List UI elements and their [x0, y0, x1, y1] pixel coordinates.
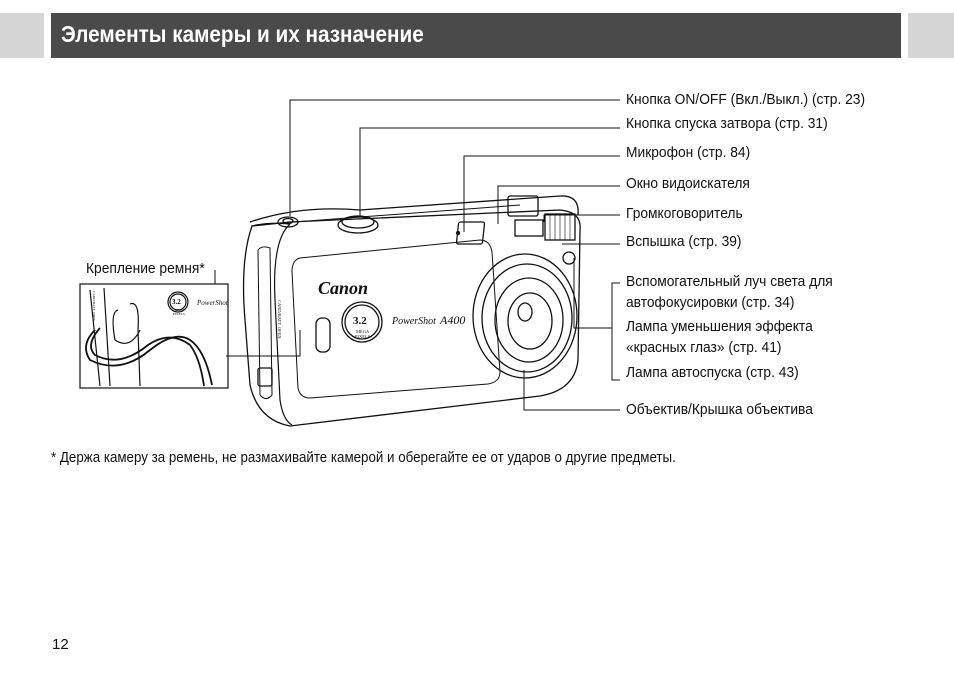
leader-strap: [226, 330, 300, 356]
inset-badge-mega: MEGA: [174, 308, 185, 312]
inset-model-series: PowerShot: [197, 299, 228, 307]
inset-badge-megapixels: 3.2: [172, 298, 181, 306]
label-af-assist-line2: автофокусировки (стр. 34): [626, 294, 795, 311]
label-strap-mount: Крепление ремня*: [86, 260, 205, 277]
canon-logo: Canon: [318, 278, 369, 298]
leader-power: [290, 100, 620, 216]
lens-shape: [473, 254, 577, 378]
label-redeye-line1: Лампа уменьшения эффекта: [626, 318, 813, 335]
inset-badge-pixels: PIXELS: [173, 312, 185, 316]
label-lens: Объектив/Крышка объектива: [626, 401, 813, 418]
card-slot-text: CARD/BATT. OPEN: [277, 300, 282, 339]
af-lamp-shape: [563, 252, 575, 264]
leader-af-bracket: [612, 283, 620, 380]
leader-speaker: [544, 215, 620, 222]
label-microphone: Микрофон (стр. 84): [626, 144, 751, 161]
label-af-assist-line1: Вспомогательный луч света для: [626, 273, 833, 290]
label-viewfinder: Окно видоискателя: [626, 175, 750, 192]
label-speaker: Громкоговоритель: [626, 205, 743, 222]
footnote: * Держа камеру за ремень, не размахивайте камерой и оберегайте ее от ударов о другие предметы.: [51, 450, 676, 466]
label-shutter-button: Кнопка спуска затвора (стр. 31): [626, 115, 828, 132]
badge-megapixels: 3.2: [353, 315, 367, 327]
model-series: PowerShot: [392, 316, 436, 327]
leader-shutter: [360, 128, 620, 216]
model-name: A400: [440, 313, 466, 327]
label-redeye-line2: «красных глаз» (стр. 41): [626, 339, 782, 356]
page-title: Элементы камеры и их назначение: [61, 21, 424, 47]
badge-pixels: PIXELS: [355, 334, 371, 339]
label-power-button: Кнопка ON/OFF (Вкл./Выкл.) (стр. 23): [626, 91, 866, 108]
camera-top-outline: [250, 196, 578, 222]
label-flash: Вспышка (стр. 39): [626, 233, 742, 250]
page-number: 12: [52, 636, 69, 653]
label-self-timer: Лампа автоспуска (стр. 43): [626, 364, 799, 381]
inset-card-text: CARD/BATT. OPEN: [92, 291, 96, 322]
badge-mega: MEGA: [356, 329, 370, 334]
